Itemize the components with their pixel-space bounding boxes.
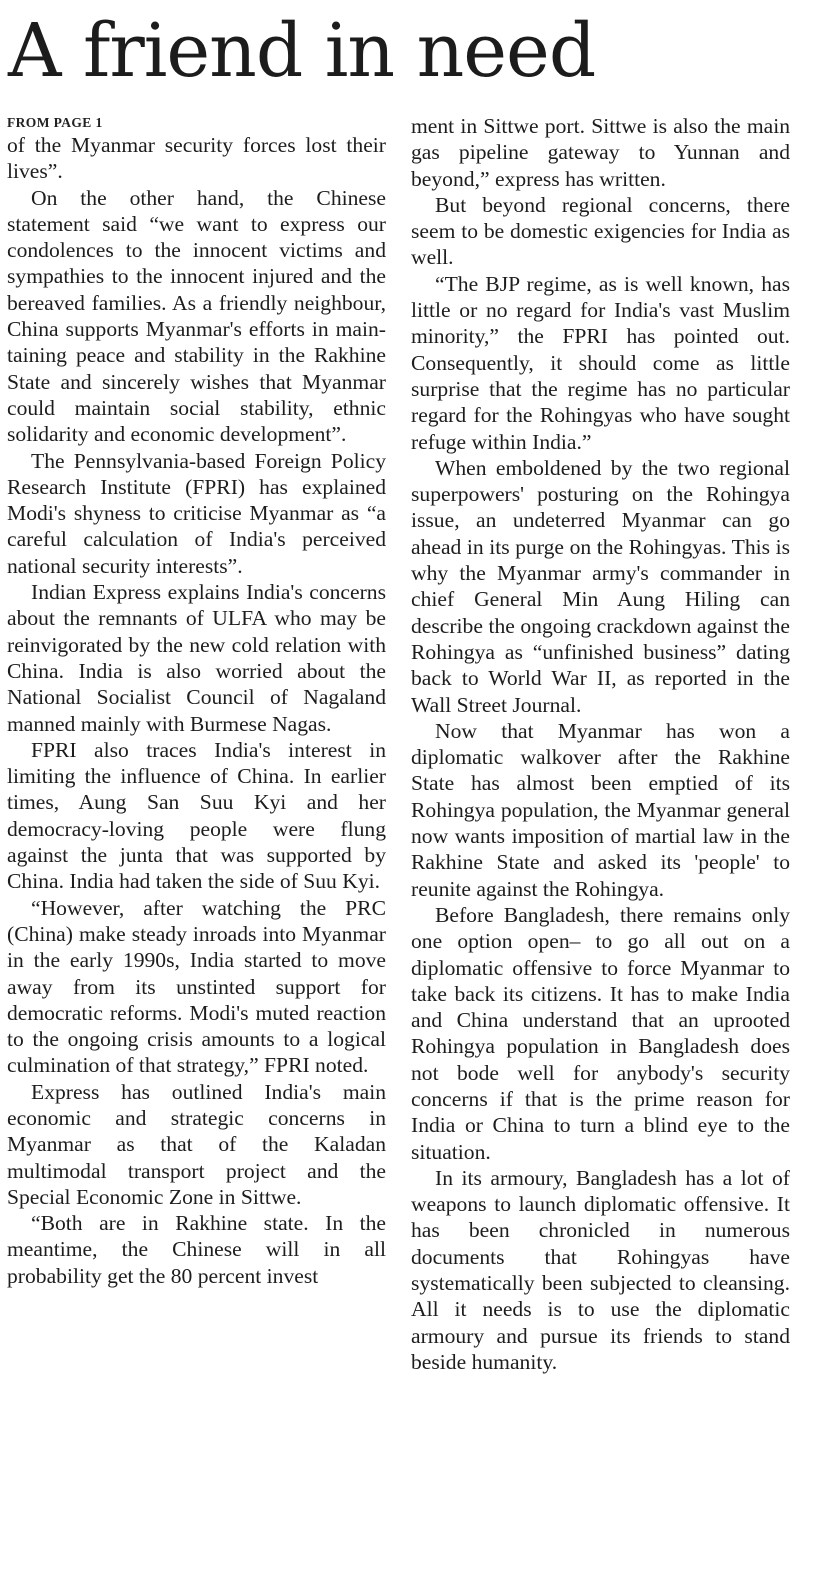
paragraph: FPRI also traces India's interest in limiting the influence of China. In earlier times, Aung San Suu Kyi and her democracy-loving people were flung against the junta that was supported by China. India had taken the side of Suu Kyi. bbox=[7, 737, 386, 894]
paragraph: “The BJP regime, as is well known, has little or no regard for India's vast Muslim minority,” the FPRI has pointed out. Consequently, it should come as little surprise that the regime has no particular regard for the Rohingyas who have sought refuge within India.” bbox=[411, 271, 790, 454]
paragraph: In its armoury, Bangladesh has a lot of weapons to launch diplomatic offensive. It has been chronicled in numerous documents that Rohingyas have systematically been subjected to cleansing. All it needs is to use the diplomatic armoury and pursue its friends to stand beside humanity. bbox=[411, 1165, 790, 1374]
paragraph: Now that Myanmar has won a diplomatic walkover after the Rakhine State has almost been emptied of its Rohingya population, the Myanmar general now wants imposition of martial law in the Rakhine State and asked its 'people' to reunite against the Rohingya. bbox=[411, 718, 790, 901]
paragraph: On the other hand, the Chinese statement said “we want to express our condolences to the innocent victims and sympathies to the innocent injured and the bereaved families. As a friendly neighbour, China supports Myanmar's efforts in maintaining peace and stability in the Rakhine State and sincerely wishes that Myanmar could maintain social stability, ethnic solidarity and economic development”. bbox=[7, 185, 386, 447]
paragraph: The Pennsylvania-based Foreign Policy Research Institute (FPRI) has explained Modi's shyness to criticise Myanmar as “a careful calculation of India's perceived national security interests”. bbox=[7, 448, 386, 578]
paragraph: Before Bangladesh, there remains only one option open– to go all out on a diplomatic offensive to force Myanmar to take back its citizens. It has to make India and China understand that an uprooted Rohingya population in Bangladesh does not bode well for anybody's security concerns if that is the prime reason for India or China to turn a blind eye to the situation. bbox=[411, 902, 790, 1164]
headline: A friend in need bbox=[8, 8, 596, 94]
paragraph: ment in Sittwe port. Sittwe is also the main gas pipeline gateway to Yunnan and beyond,” express has written. bbox=[411, 114, 790, 191]
paragraph: But beyond regional concerns, there seem to be domestic exigencies for India as well. bbox=[411, 192, 790, 270]
right-column bbox=[411, 113, 790, 1375]
paragraph: of the Myanmar security forces lost their lives”. bbox=[7, 133, 386, 184]
paragraph: “Both are in Rakhine state. In the meantime, the Chinese will in all probability get the 80 percent invest bbox=[7, 1211, 386, 1288]
paragraph: Express has outlined India's main economic and strategic concerns in Myanmar as that of the Kaladan multimodal transport project and the Special Economic Zone in Sittwe. bbox=[7, 1079, 386, 1209]
continuation-kicker: FROM PAGE 1 bbox=[7, 115, 103, 130]
paragraph: “However, after watching the PRC (China) make steady inroads into Myanmar in the early 1990s, India started to move away from its unstinted support for democratic reforms. Modi's muted reaction to the ongoing crisis amounts to a logical culmination of that strategy,” FPRI noted. bbox=[7, 895, 386, 1078]
left-column bbox=[7, 113, 386, 1289]
paragraph: When emboldened by the two regional superpowers' posturing on the Rohingya issue, an undeterred Myanmar can go ahead in its purge on the Rohingyas. This is why the Myanmar army's commander in chief General Min Aung Hiling can describe the ongoing crackdown against the Rohingya as “unfinished business” dating back to World War II, as reported in the Wall Street Journal. bbox=[411, 455, 790, 717]
paragraph: Indian Express explains India's concerns about the remnants of ULFA who may be reinvigorated by the new cold relation with China. India is also worried about the National Socialist Council of Nagaland manned mainly with Burmese Nagas. bbox=[7, 580, 386, 736]
